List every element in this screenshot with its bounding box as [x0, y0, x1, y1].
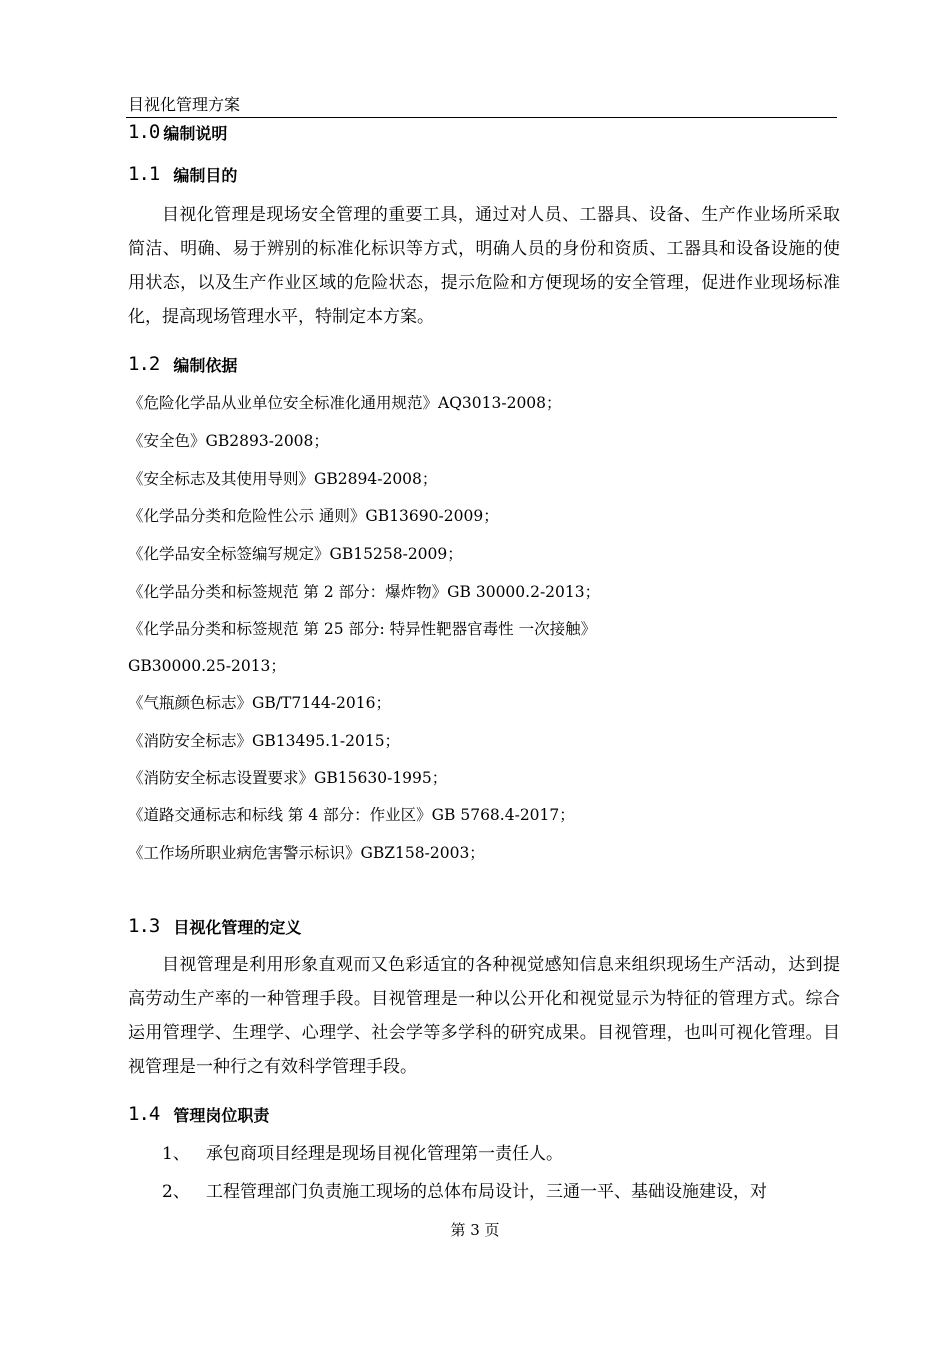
reference-item: GB30000.25-2013；	[128, 657, 286, 675]
section-heading-1-1	[128, 159, 237, 189]
section-number: 1.3	[128, 915, 160, 937]
section-number: 1.0	[128, 121, 160, 143]
section-number: 1.4	[128, 1103, 160, 1125]
section-title: 管理岗位职责	[173, 1105, 270, 1125]
header-rule	[126, 117, 837, 118]
duty-index: 2、	[162, 1182, 190, 1202]
purpose-paragraph: 目视化管理是现场安全管理的重要工具，通过对人员、工器具、设备、生产作业场所采取简洁、明确、易于辨别的标准化标识等方式，明确人员的身份和资质、工器具和设备设施的使用状态，以及生产作业区域的危险状态，提示危险和方便现场的安全管理，促进作业现场标准化，提高现场管理水平，特制定本方案。	[128, 205, 840, 327]
reference-item: 《危险化学品从业单位安全标准化通用规范》AQ3013-2008；	[128, 394, 562, 412]
duty-item	[128, 1142, 563, 1166]
reference-item: 《道路交通标志和标线 第 4 部分：作业区》GB 5768.4-2017；	[128, 806, 575, 824]
reference-item: 《化学品分类和危险性公示 通则》GB13690-2009；	[128, 507, 499, 525]
duty-item	[128, 1180, 767, 1204]
reference-item: 《化学品安全标签编写规定》GB15258-2009；	[128, 545, 463, 563]
reference-item: 《化学品分类和标签规范 第 25 部分: 特异性靶器官毒性 一次接触》	[128, 620, 597, 638]
reference-item: 《安全标志及其使用导则》GB2894-2008；	[128, 470, 438, 488]
section-title: 编制依据	[173, 355, 238, 375]
section-title: 目视化管理的定义	[173, 917, 302, 937]
section-title: 编制说明	[163, 123, 228, 143]
section-heading-1-4	[128, 1099, 269, 1129]
reference-item: 《消防安全标志》GB13495.1-2015；	[128, 732, 401, 750]
section-heading-1-3	[128, 911, 301, 941]
definition-paragraph: 目视管理是利用形象直观而又色彩适宜的各种视觉感知信息来组织现场生产活动，达到提高劳动生产率的一种管理手段。目视管理是一种以公开化和视觉显示为特征的管理方式。综合运用管理学、生理学、心理学、社会学等多学科的研究成果。目视管理，也叫可视化管理。目视管理是一种行之有效科学管理手段。	[128, 955, 840, 1077]
section-title: 编制目的	[173, 165, 238, 185]
reference-item: 《化学品分类和标签规范 第 2 部分：爆炸物》GB 30000.2-2013；	[128, 583, 601, 601]
header-title: 目视化管理方案	[128, 95, 241, 114]
duty-text: 工程管理部门负责施工现场的总体布局设计，三通一平、基础设施建设，对	[206, 1182, 767, 1202]
page-number: 第 3 页	[450, 1221, 500, 1239]
section-heading-1-2	[128, 349, 237, 379]
section-number: 1.1	[128, 163, 160, 185]
section-heading-1-0	[128, 117, 227, 147]
duty-text: 承包商项目经理是现场目视化管理第一责任人。	[206, 1144, 563, 1164]
section-number: 1.2	[128, 353, 160, 375]
reference-item: 《气瓶颜色标志》GB/T7144-2016；	[128, 694, 391, 712]
reference-item: 《工作场所职业病危害警示标识》GBZ158-2003；	[128, 844, 485, 862]
reference-item: 《安全色》GB2893-2008；	[128, 432, 329, 450]
reference-item: 《消防安全标志设置要求》GB15630-1995；	[128, 769, 448, 787]
duty-index: 1、	[162, 1144, 190, 1164]
